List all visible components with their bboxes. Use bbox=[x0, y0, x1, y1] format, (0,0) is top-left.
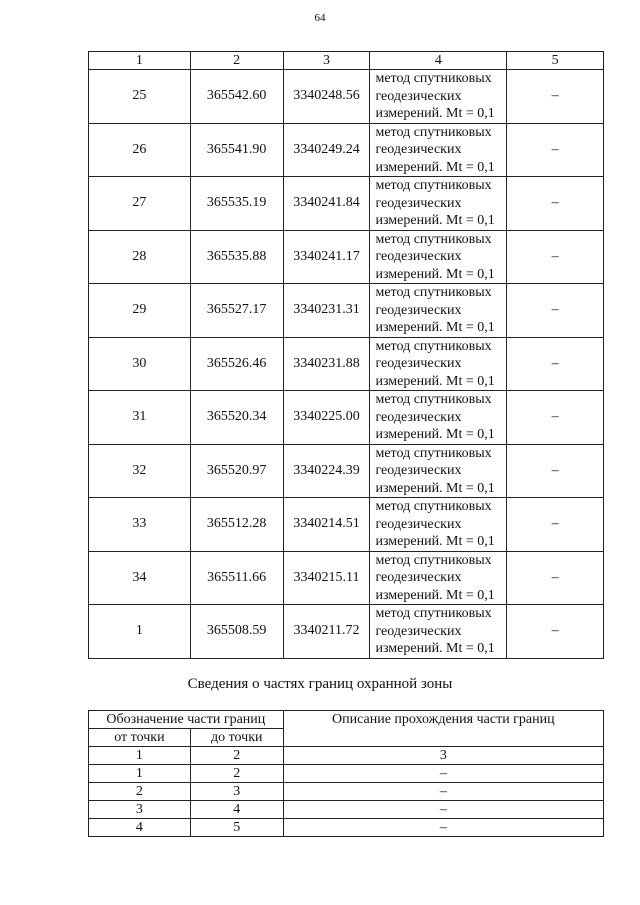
method-line: измерений. Mt = 0,1 bbox=[375, 641, 495, 656]
y-coordinate-cell: 3340241.17 bbox=[283, 230, 370, 284]
method-line: измерений. Mt = 0,1 bbox=[375, 427, 495, 442]
point-number-cell: 25 bbox=[89, 70, 191, 124]
x-coordinate-cell: 365508.59 bbox=[190, 605, 283, 659]
method-cell bbox=[370, 70, 507, 124]
point-number-cell: 29 bbox=[89, 284, 191, 338]
method-line: метод спутниковых bbox=[375, 285, 492, 300]
table-row bbox=[89, 801, 604, 819]
method-line: метод спутниковых bbox=[375, 392, 492, 407]
point-number-cell: 33 bbox=[89, 498, 191, 552]
point-number-cell: 31 bbox=[89, 391, 191, 445]
method-line: метод спутниковых bbox=[375, 124, 492, 140]
table-row bbox=[89, 284, 604, 338]
table-row bbox=[89, 337, 604, 391]
note-cell: – bbox=[507, 177, 604, 231]
section-heading: Сведения о частях границ охранной зоны bbox=[187, 676, 453, 692]
method-line: геодезических bbox=[375, 302, 462, 318]
method-line: метод спутниковых bbox=[375, 338, 492, 354]
method-cell bbox=[370, 230, 507, 284]
to-point-cell: 5 bbox=[190, 819, 283, 837]
to-point-header: до точки bbox=[190, 729, 283, 747]
method-line: метод спутниковых bbox=[375, 231, 492, 247]
boundary-part-description-header: Описание прохождения части границ bbox=[283, 711, 603, 747]
method-line: измерений. Mt = 0,1 bbox=[375, 106, 495, 121]
x-coordinate-cell: 365520.97 bbox=[190, 444, 283, 498]
method-line: метод спутниковых bbox=[375, 552, 492, 568]
method-line: измерений. Mt = 0,1 bbox=[375, 213, 495, 228]
method-cell bbox=[370, 391, 507, 445]
table-row bbox=[89, 177, 604, 231]
y-coordinate-cell: 3340241.84 bbox=[283, 177, 370, 231]
method-cell bbox=[370, 551, 507, 605]
point-number-cell: 28 bbox=[89, 230, 191, 284]
method-cell bbox=[370, 123, 507, 177]
table-row bbox=[89, 230, 604, 284]
note-cell: – bbox=[507, 444, 604, 498]
coordinates-table bbox=[88, 51, 604, 659]
coordinates-header-row bbox=[89, 52, 604, 70]
x-coordinate-cell: 365526.46 bbox=[190, 337, 283, 391]
column-number: 3 bbox=[283, 52, 370, 70]
column-number: 5 bbox=[507, 52, 604, 70]
method-cell bbox=[370, 337, 507, 391]
method-line: измерений. Mt = 0,1 bbox=[375, 159, 495, 175]
description-cell: – bbox=[283, 765, 603, 783]
description-cell: – bbox=[283, 783, 603, 801]
point-number-cell: 32 bbox=[89, 444, 191, 498]
table-row bbox=[89, 605, 604, 659]
from-point-cell: 3 bbox=[89, 801, 191, 819]
method-cell bbox=[370, 444, 507, 498]
y-coordinate-cell: 3340249.24 bbox=[283, 123, 370, 177]
method-line: измерений. Mt = 0,1 bbox=[375, 320, 495, 335]
note-cell: – bbox=[507, 498, 604, 552]
table-row bbox=[89, 391, 604, 445]
from-point-cell: 1 bbox=[89, 765, 191, 783]
table-row bbox=[89, 70, 604, 124]
method-line: метод спутниковых bbox=[375, 499, 492, 514]
y-coordinate-cell: 3340215.11 bbox=[283, 551, 370, 605]
method-line: геодезических bbox=[375, 356, 462, 371]
table-row bbox=[89, 765, 604, 783]
x-coordinate-cell: 365512.28 bbox=[190, 498, 283, 552]
table-row bbox=[89, 819, 604, 837]
method-cell bbox=[370, 177, 507, 231]
method-line: метод спутниковых bbox=[375, 606, 492, 621]
method-line: метод спутниковых bbox=[375, 71, 492, 86]
description-cell: – bbox=[283, 801, 603, 819]
from-point-cell: 2 bbox=[89, 783, 191, 801]
boundary-parts-table bbox=[88, 710, 604, 837]
x-coordinate-cell: 365541.90 bbox=[190, 123, 283, 177]
to-point-cell: 3 bbox=[190, 783, 283, 801]
page-number: 64 bbox=[314, 12, 326, 24]
method-line: геодезических bbox=[375, 623, 462, 639]
method-line: геодезических bbox=[375, 195, 462, 211]
y-coordinate-cell: 3340224.39 bbox=[283, 444, 370, 498]
method-line: геодезических bbox=[375, 463, 462, 478]
method-line: метод спутниковых bbox=[375, 445, 492, 461]
x-coordinate-cell: 365535.88 bbox=[190, 230, 283, 284]
parts-header-row bbox=[89, 711, 604, 729]
parts-column-numbers-row bbox=[89, 747, 604, 765]
x-coordinate-cell: 365511.66 bbox=[190, 551, 283, 605]
to-point-cell: 2 bbox=[190, 765, 283, 783]
x-coordinate-cell: 365520.34 bbox=[190, 391, 283, 445]
point-number-cell: 26 bbox=[89, 123, 191, 177]
method-line: геодезических bbox=[375, 409, 462, 425]
from-point-cell: 4 bbox=[89, 819, 191, 837]
method-line: геодезических bbox=[375, 142, 462, 157]
table-row bbox=[89, 498, 604, 552]
to-point-cell: 4 bbox=[190, 801, 283, 819]
note-cell: – bbox=[507, 551, 604, 605]
method-cell bbox=[370, 605, 507, 659]
note-cell: – bbox=[507, 123, 604, 177]
y-coordinate-cell: 3340231.88 bbox=[283, 337, 370, 391]
y-coordinate-cell: 3340214.51 bbox=[283, 498, 370, 552]
method-line: измерений. Mt = 0,1 bbox=[375, 587, 495, 603]
point-number-cell: 1 bbox=[89, 605, 191, 659]
column-number: 4 bbox=[370, 52, 507, 70]
note-cell: – bbox=[507, 230, 604, 284]
note-cell: – bbox=[507, 70, 604, 124]
point-number-cell: 34 bbox=[89, 551, 191, 605]
method-line: геодезических bbox=[375, 516, 462, 532]
table-row bbox=[89, 123, 604, 177]
table-row bbox=[89, 551, 604, 605]
table-row bbox=[89, 783, 604, 801]
method-cell bbox=[370, 284, 507, 338]
method-line: геодезических bbox=[375, 570, 462, 585]
boundary-part-designation-header: Обозначение части границ bbox=[89, 711, 284, 729]
method-line: измерений. Mt = 0,1 bbox=[375, 266, 495, 282]
column-number: 2 bbox=[190, 747, 283, 765]
y-coordinate-cell: 3340225.00 bbox=[283, 391, 370, 445]
from-point-header: от точки bbox=[89, 729, 191, 747]
x-coordinate-cell: 365542.60 bbox=[190, 70, 283, 124]
y-coordinate-cell: 3340231.31 bbox=[283, 284, 370, 338]
method-line: геодезических bbox=[375, 249, 462, 264]
note-cell: – bbox=[507, 391, 604, 445]
note-cell: – bbox=[507, 337, 604, 391]
note-cell: – bbox=[507, 605, 604, 659]
note-cell: – bbox=[507, 284, 604, 338]
column-number: 3 bbox=[283, 747, 603, 765]
method-line: измерений. Mt = 0,1 bbox=[375, 534, 495, 549]
table-row bbox=[89, 444, 604, 498]
point-number-cell: 30 bbox=[89, 337, 191, 391]
description-cell: – bbox=[283, 819, 603, 837]
method-cell bbox=[370, 498, 507, 552]
column-number: 1 bbox=[89, 747, 191, 765]
method-line: метод спутниковых bbox=[375, 178, 492, 193]
y-coordinate-cell: 3340248.56 bbox=[283, 70, 370, 124]
method-line: измерений. Mt = 0,1 bbox=[375, 373, 495, 389]
y-coordinate-cell: 3340211.72 bbox=[283, 605, 370, 659]
x-coordinate-cell: 365527.17 bbox=[190, 284, 283, 338]
point-number-cell: 27 bbox=[89, 177, 191, 231]
method-line: измерений. Mt = 0,1 bbox=[375, 480, 495, 496]
column-number: 1 bbox=[89, 52, 191, 70]
method-line: геодезических bbox=[375, 88, 462, 104]
column-number: 2 bbox=[190, 52, 283, 70]
x-coordinate-cell: 365535.19 bbox=[190, 177, 283, 231]
